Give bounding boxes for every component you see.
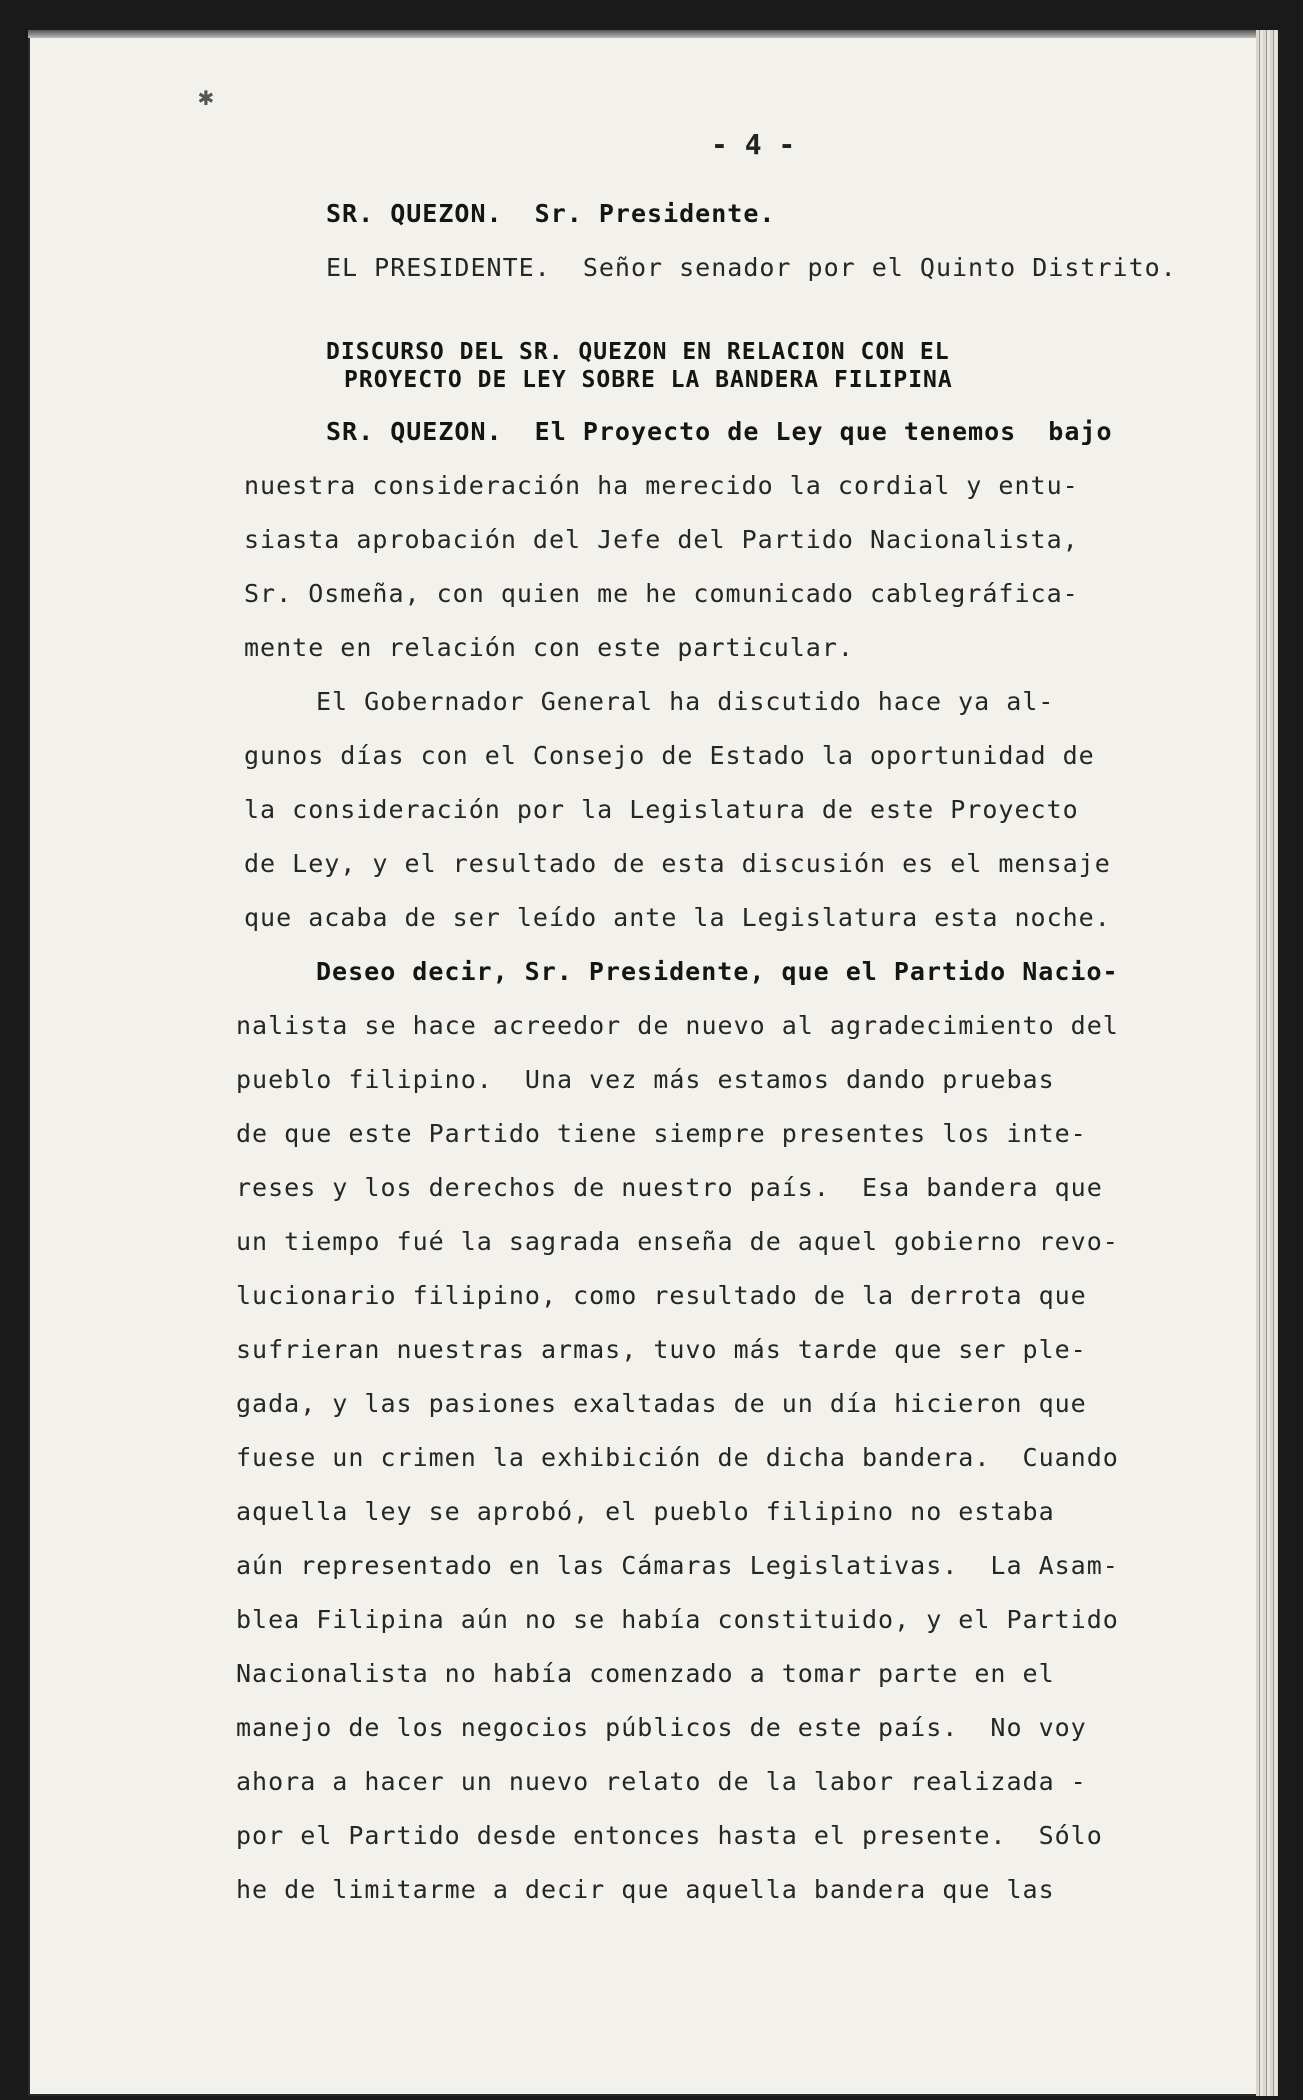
body-line: siasta aprobación del Jefe del Partido Nacionalista, <box>244 525 1079 554</box>
body-line: blea Filipina aún no se había constituido, y el Partido <box>236 1605 1119 1634</box>
speech-title-line-2: PROYECTO DE LEY SOBRE LA BANDERA FILIPINA <box>344 367 953 393</box>
body-line: un tiempo fué la sagrada enseña de aquel gobierno revo- <box>236 1227 1119 1256</box>
body-line: fuese un crimen la exhibición de dicha bandera. Cuando <box>236 1443 1119 1472</box>
speaker-presidente-line: EL PRESIDENTE. Señor senador por el Quinto Distrito. <box>326 253 1177 282</box>
body-line: Nacionalista no había comenzado a tomar parte en el <box>236 1659 1055 1688</box>
body-line: de que este Partido tiene siempre presentes los inte- <box>236 1119 1087 1148</box>
body-line: de Ley, y el resultado de esta discusión es el mensaje <box>244 849 1111 878</box>
body-line: Sr. Osmeña, con quien me he comunicado cablegráfica- <box>244 579 1079 608</box>
body-line: aquella ley se aprobó, el pueblo filipino no estaba <box>236 1497 1055 1526</box>
ink-smudge-mark: ✱ <box>198 82 214 112</box>
body-line: gunos días con el Consejo de Estado la oportunidad de <box>244 741 1095 770</box>
speech-title-line-1: DISCURSO DEL SR. QUEZON EN RELACION CON EL <box>326 339 950 365</box>
body-line: El Gobernador General ha discutido hace ya al- <box>316 687 1055 716</box>
body-line: pueblo filipino. Una vez más estamos dando pruebas <box>236 1065 1055 1094</box>
body-line: lucionario filipino, como resultado de la derrota que <box>236 1281 1087 1310</box>
body-line: la consideración por la Legislatura de este Proyecto <box>244 795 1079 824</box>
body-line: SR. QUEZON. El Proyecto de Ley que tenemos bajo <box>326 417 1113 446</box>
page-stack-edge <box>1256 30 1278 2096</box>
body-line: por el Partido desde entonces hasta el presente. Sólo <box>236 1821 1103 1850</box>
body-line: nalista se hace acreedor de nuevo al agradecimiento del <box>236 1011 1119 1040</box>
body-line: he de limitarme a decir que aquella bandera que las <box>236 1875 1055 1904</box>
body-line: ahora a hacer un nuevo relato de la labor realizada - <box>236 1767 1087 1796</box>
body-line: gada, y las pasiones exaltadas de un día hicieron que <box>236 1389 1087 1418</box>
page-number: - 4 - <box>711 128 796 161</box>
body-line: manejo de los negocios públicos de este país. No voy <box>236 1713 1087 1742</box>
body-line: sufrieran nuestras armas, tuvo más tarde que ser ple- <box>236 1335 1087 1364</box>
body-line: Deseo decir, Sr. Presidente, que el Partido Nacio- <box>316 957 1119 986</box>
document-page <box>28 30 1278 2096</box>
body-line: aún representado en las Cámaras Legislativas. La Asam- <box>236 1551 1119 1580</box>
body-line: reses y los derechos de nuestro país. Esa bandera que <box>236 1173 1103 1202</box>
body-line: que acaba de ser leído ante la Legislatura esta noche. <box>244 903 1111 932</box>
body-line: nuestra consideración ha merecido la cordial y entu- <box>244 471 1079 500</box>
top-edge-line <box>28 30 1278 38</box>
body-line: mente en relación con este particular. <box>244 633 854 662</box>
speaker-quezon-line: SR. QUEZON. Sr. Presidente. <box>326 199 776 228</box>
